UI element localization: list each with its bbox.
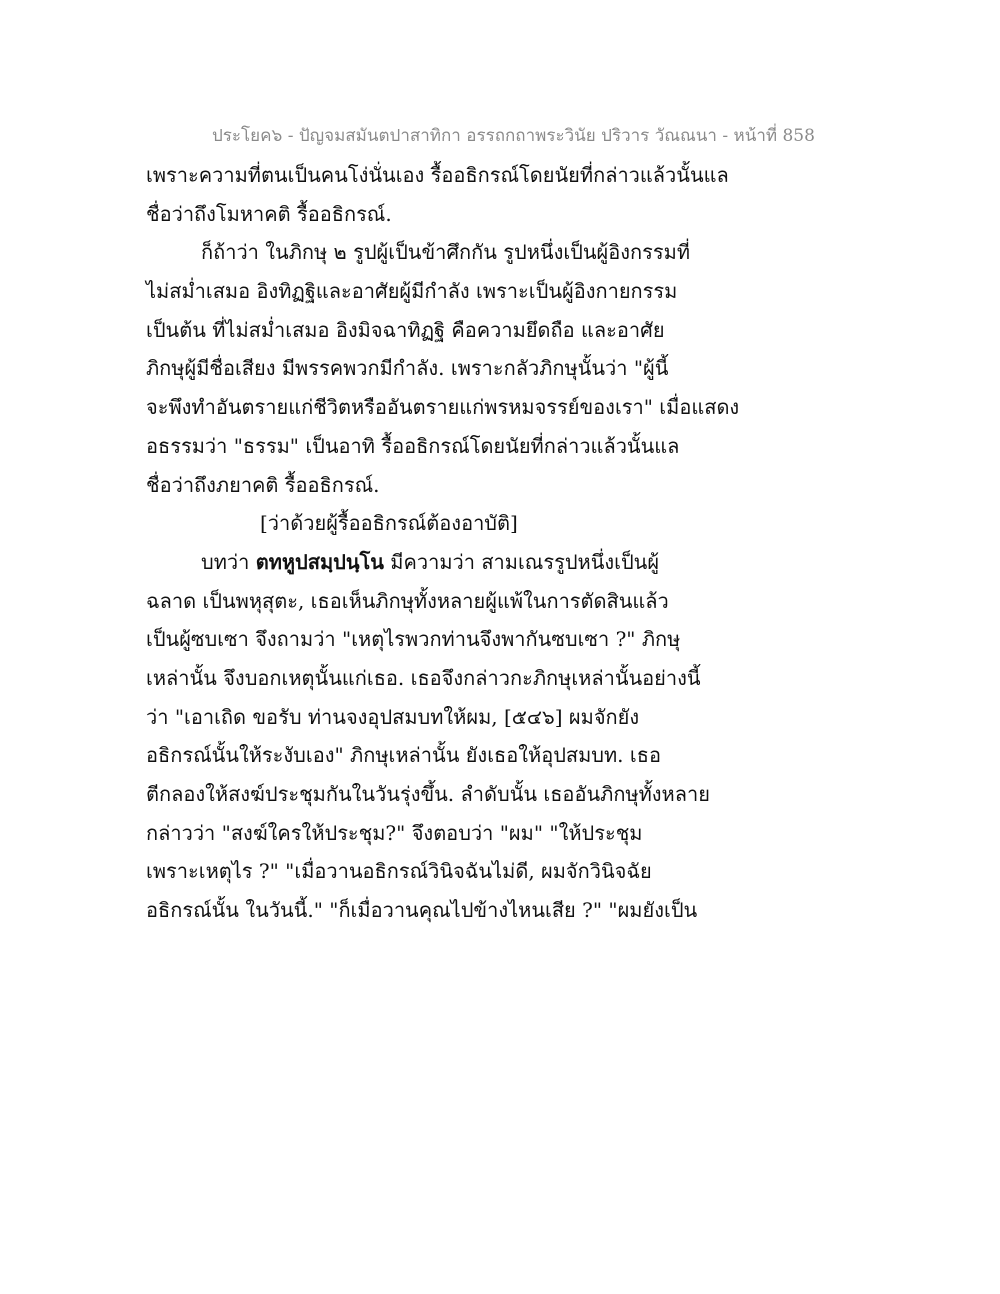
text-line: ภิกษุผู้มีชื่อเสียง มีพรรคพวกมีกำลัง. เพราะกลัวภิกษุนั้นว่า "ผู้นี้ bbox=[146, 356, 669, 381]
lead-text: บทว่า bbox=[201, 549, 256, 574]
text-line: อธิกรณ์นั้นให้ระงับเอง" ภิกษุเหล่านั้น ยังเธอให้อุปสมบท. เธอ bbox=[146, 743, 661, 768]
text-line: ชื่อว่าถึงภยาคติ รื้ออธิกรณ์. bbox=[146, 472, 380, 497]
text-line: อธิกรณ์นั้น ในวันนี้." "ก็เมื่อวานคุณไปข้างไหนเสีย ?" "ผมยังเป็น bbox=[146, 898, 698, 923]
text-line: ฉลาด เป็นพหุสุตะ, เธอเห็นภิกษุทั้งหลายผู้แพ้ในการตัดสินแล้ว bbox=[146, 588, 669, 613]
body-text bbox=[146, 156, 746, 930]
text-line: จะพึงทำอันตรายแก่ชีวิตหรืออันตรายแก่พรหมจรรย์ของเรา" เมื่อแสดง bbox=[146, 395, 740, 420]
text-line: เหล่านั้น จึงบอกเหตุนั้นแก่เธอ. เธอจึงกล่าวกะภิกษุเหล่านั้นอย่างนี้ bbox=[146, 665, 701, 690]
text-line: อธรรมว่า "ธรรม" เป็นอาทิ รื้ออธิกรณ์โดยนัยที่กล่าวแล้วนั้นแล bbox=[146, 433, 680, 458]
text-line: เพราะเหตุไร ?" "เมื่อวานอธิกรณ์วินิจฉันไม่ดี, ผมจักวินิจฉัย bbox=[146, 859, 652, 884]
text-line: ไม่สม่ำเสมอ อิงทิฏฐิและอาศัยผู้มีกำลัง เพราะเป็นผู้อิงกายกรรม bbox=[146, 279, 678, 304]
running-header: ประโยค๖ - ปัญจมสมันตปาสาทิกา อรรถกถาพระวินัย ปริวาร วัณณนา - หน้าที่ 858 bbox=[212, 126, 815, 146]
line-rest-text: มีความว่า สามเณรรูปหนึ่งเป็นผู้ bbox=[383, 549, 660, 574]
text-line: ว่า "เอาเถิด ขอรับ ท่านจงอุปสมบทให้ผม, [๕๔๖] ผมจักยัง bbox=[146, 704, 640, 729]
text-line: เพราะความที่ตนเป็นคนโง่นั่นเอง รื้ออธิกรณ์โดยนัยที่กล่าวแล้วนั้นแล bbox=[146, 163, 729, 187]
text-line: ชื่อว่าถึงโมหาคติ รื้ออธิกรณ์. bbox=[146, 201, 392, 226]
paragraph-start-line bbox=[146, 543, 746, 582]
text-line: เป็นผู้ซบเซา จึงถามว่า "เหตุไรพวกท่านจึงพากันซบเซา ?" ภิกษุ bbox=[146, 627, 681, 652]
pali-term: ตทหูปสมฺปนฺโน bbox=[255, 549, 384, 574]
section-subheading: [ว่าด้วยผู้รื้ออธิกรณ์ต้องอาบัติ] bbox=[260, 511, 518, 536]
text-line: เป็นต้น ที่ไม่สม่ำเสมอ อิงมิจฉาทิฏฐิ คือความยึดถือ และอาศัย bbox=[146, 317, 665, 342]
text-line: กล่าวว่า "สงฆ์ใครให้ประชุม?" จึงตอบว่า "ผม" "ให้ประชุม bbox=[146, 820, 643, 845]
paragraph-start-line: ก็ถ้าว่า ในภิกษุ ๒ รูปผู้เป็นข้าศึกกัน รูปหนึ่งเป็นผู้อิงกรรมที่ bbox=[201, 240, 691, 265]
text-line: ตีกลองให้สงฆ์ประชุมกันในวันรุ่งขึ้น. ลำดับนั้น เธออันภิกษุทั้งหลาย bbox=[146, 782, 710, 806]
